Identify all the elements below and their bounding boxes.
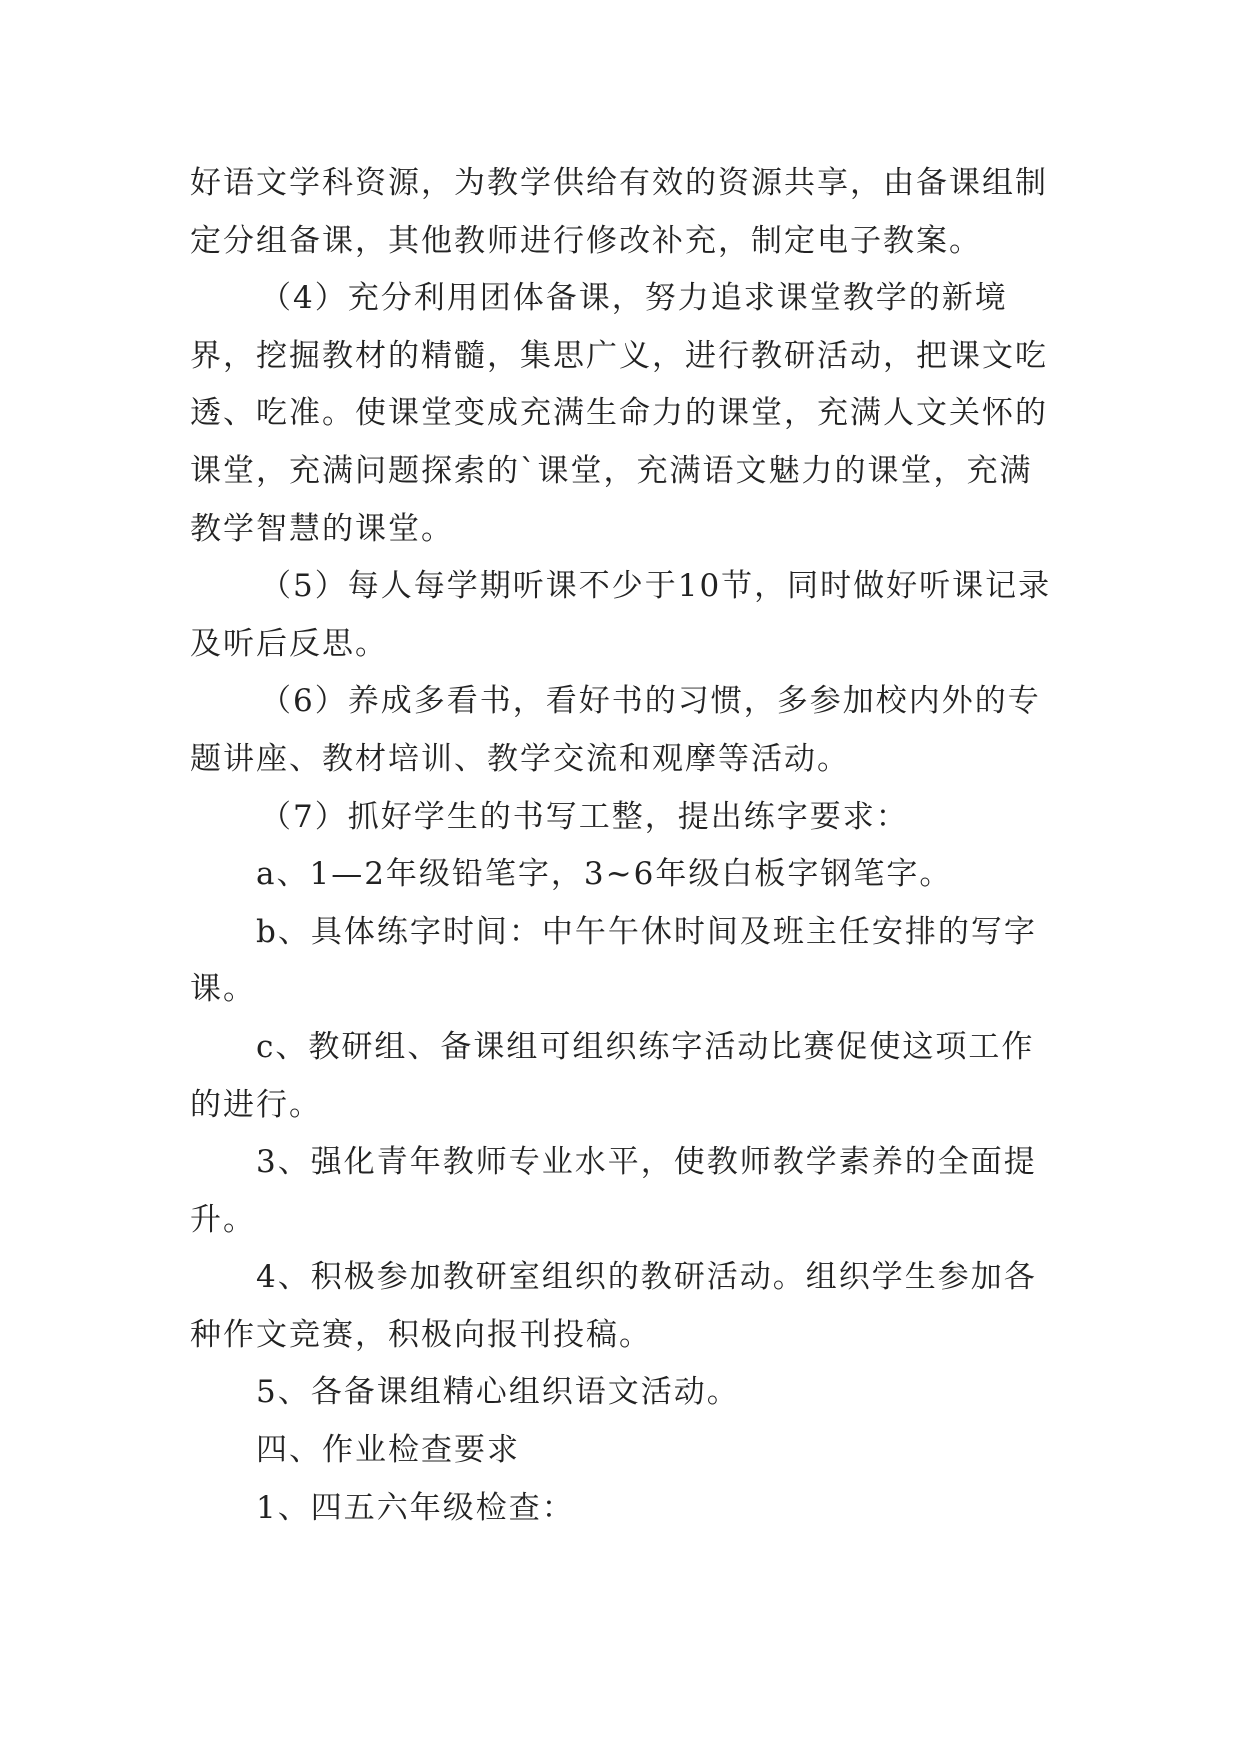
paragraph-item-7: （7）抓好学生的书写工整，提出练字要求：	[260, 798, 909, 835]
paragraph-check-grades: 1、四五六年级检查：	[256, 1489, 575, 1526]
paragraph-point-3: 3、强化青年教师专业水平，使教师教学素养的全面提升。	[190, 1144, 1037, 1238]
paragraph-point-4: 4、积极参加教研室组织的教研活动。组织学生参加各种作文竞赛，积极向报刊投稿。	[190, 1259, 1037, 1353]
paragraph-sub-c: c、教研组、备课组可组织练字活动比赛促使这项工作的进行。	[190, 1028, 1035, 1123]
paragraph-point-5: 5、各备课组精心组织语文活动。	[256, 1374, 740, 1411]
section-heading-homework: 四、作业检查要求	[256, 1432, 520, 1469]
paragraph-item-6: （6）养成多看书，看好书的习惯，多参加校内外的专题讲座、教材培训、教学交流和观摩等活动。	[190, 683, 1041, 777]
paragraph-sub-a: a、1—2年级铅笔字，3~6年级白板字钢笔字。	[256, 856, 953, 893]
paragraph-sub-b: b、具体练字时间：中午午休时间及班主任安排的写字课。	[190, 913, 1037, 1008]
document-body	[190, 155, 1065, 1537]
paragraph-resources: 好语文学科资源，为教学供给有效的资源共享，由备课组制定分组备课，其他教师进行修改补充，制定电子教案。	[190, 165, 1048, 259]
paragraph-item-4: （4）充分利用团体备课，努力追求课堂教学的新境界，挖掘教材的精髓，集思广义，进行教研活动，把课文吃透、吃准。使课堂变成充满生命力的课堂，充满人文关怀的课堂，充满问题探索的`课堂，充满语文魅力的课堂，充满教学智慧的课堂。	[190, 280, 1048, 547]
paragraph-item-5: （5）每人每学期听课不少于10节，同时做好听课记录及听后反思。	[190, 568, 1052, 662]
